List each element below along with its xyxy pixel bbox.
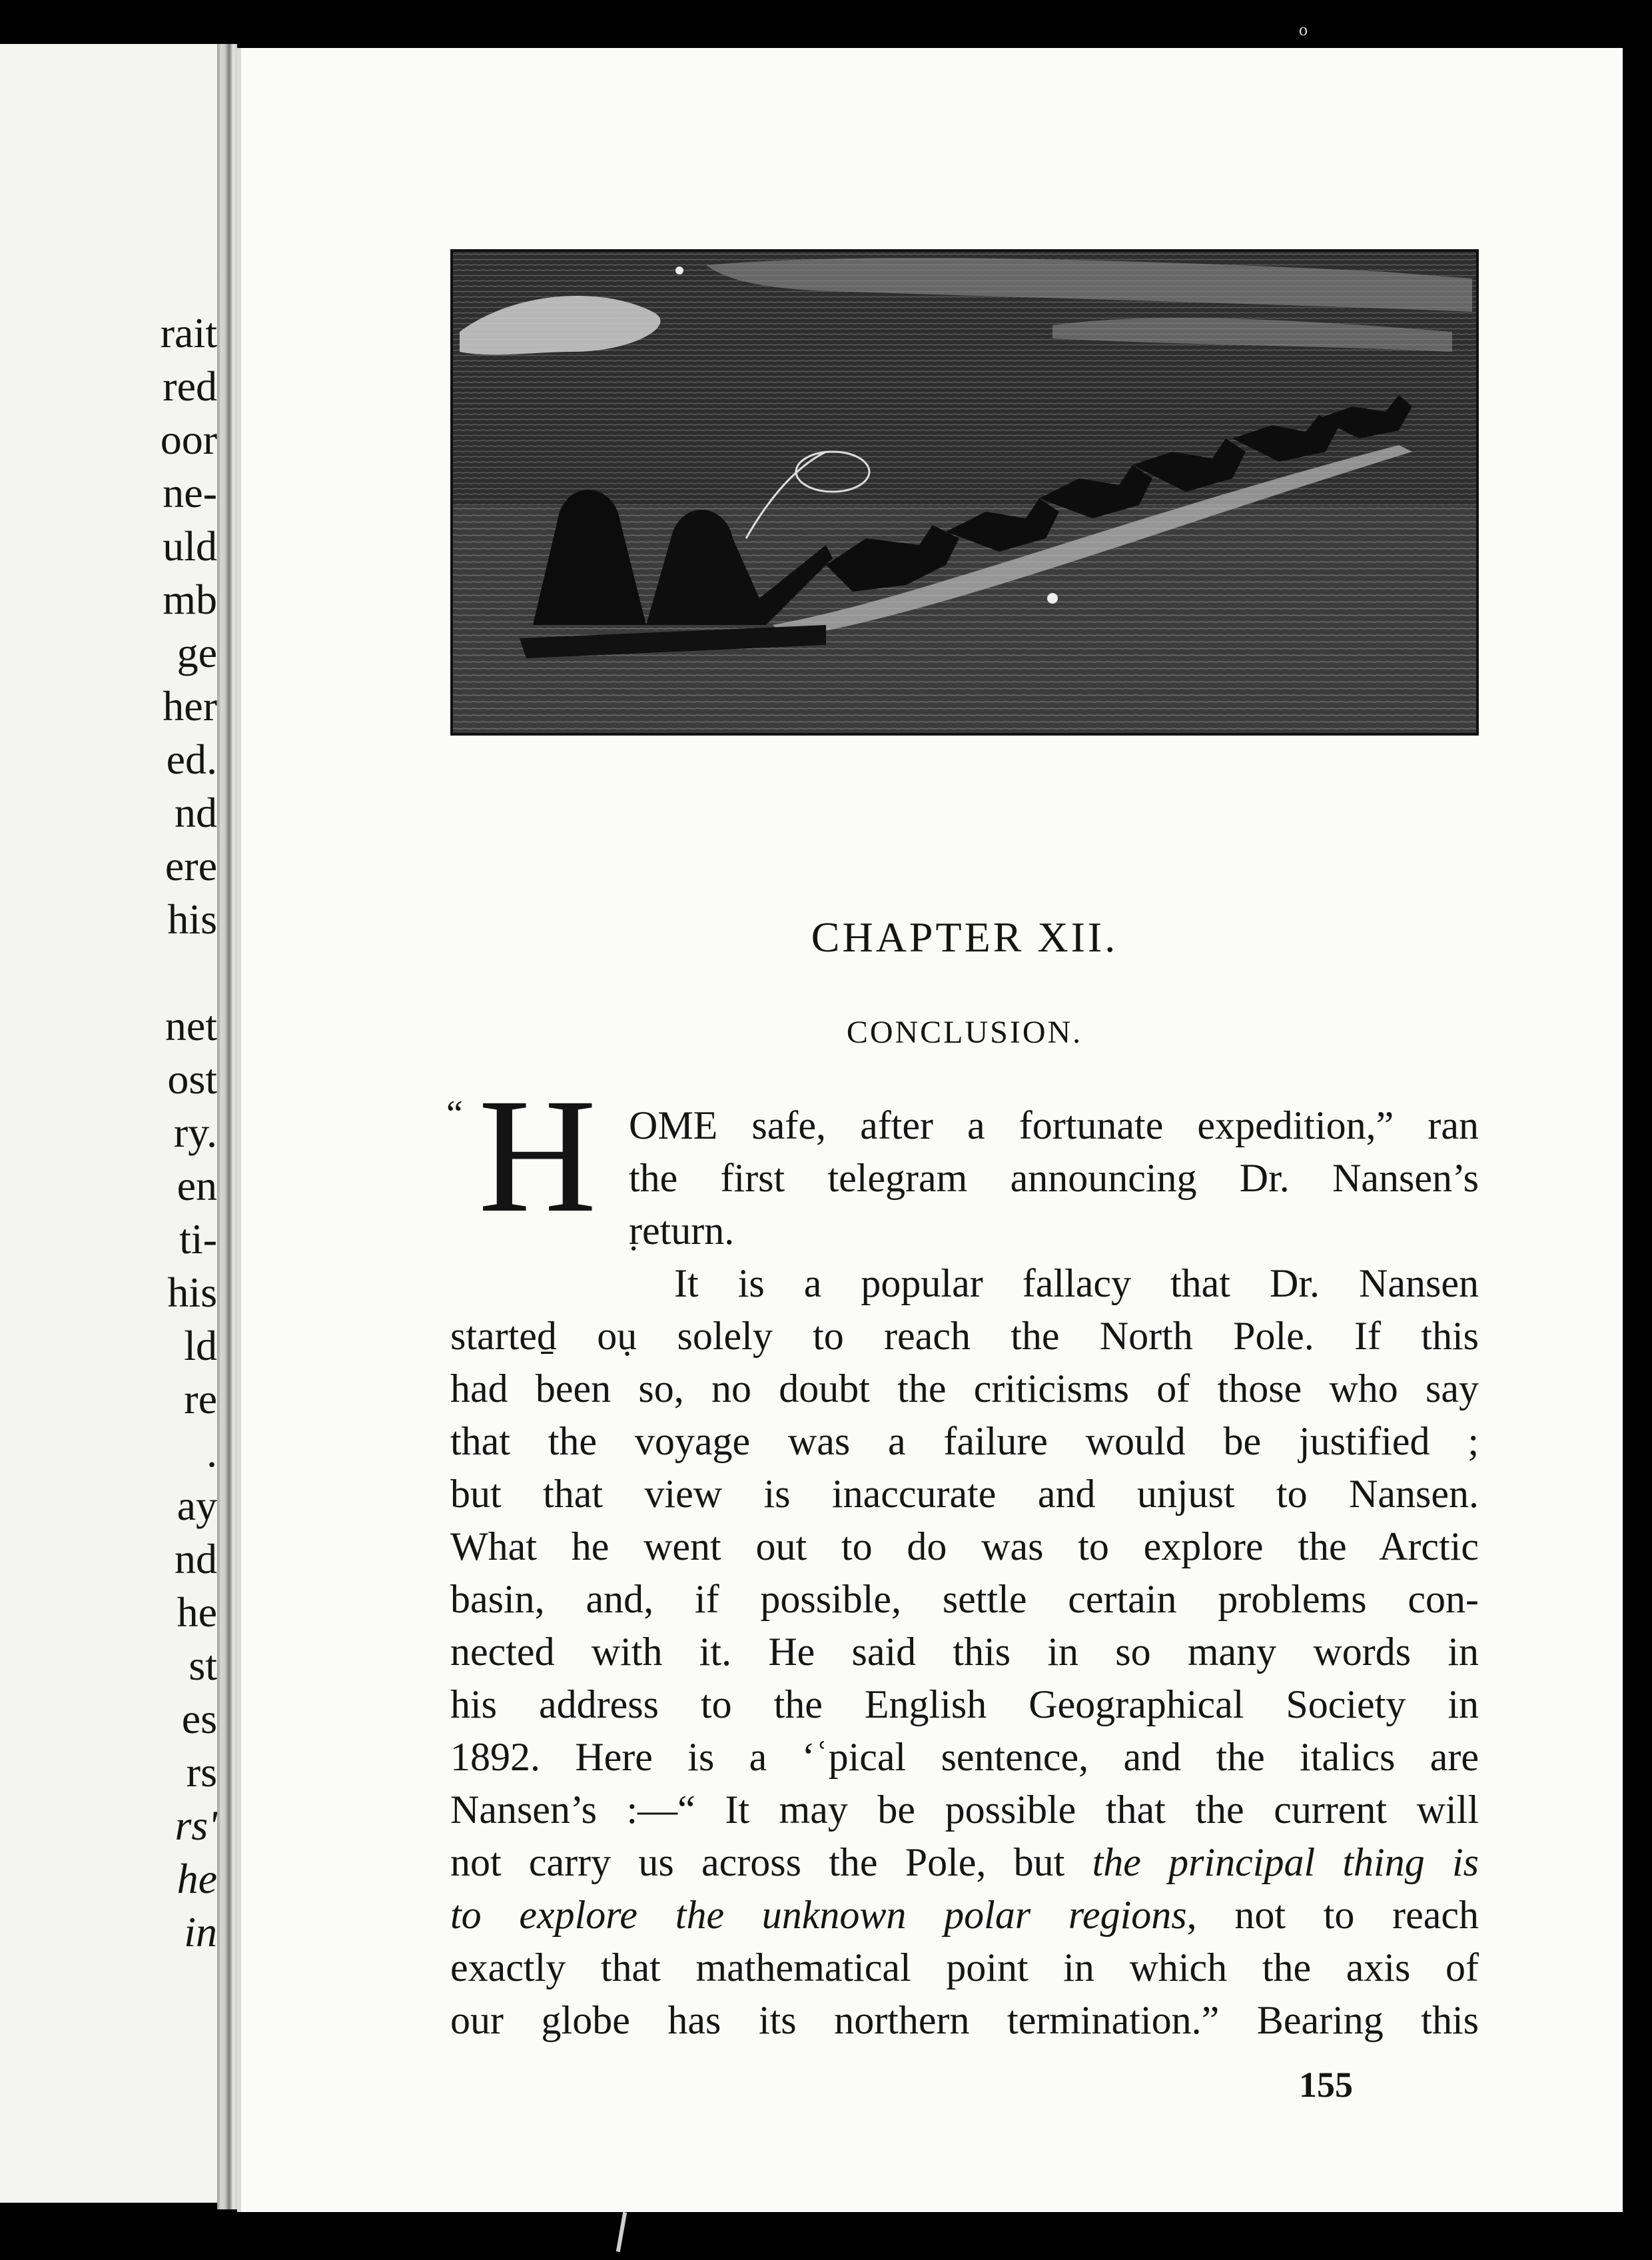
previous-page-line-fragment: re — [184, 1375, 217, 1422]
top-scan-mark: o — [1299, 20, 1308, 39]
body-line — [450, 1836, 1479, 1888]
italic-text-run: to explore the unknown polar regions — [450, 1893, 1187, 1937]
previous-page-line-fragment: oor — [160, 416, 217, 463]
previous-page-line-fragment: ost — [167, 1055, 217, 1103]
previous-page-line-fragment: nd — [175, 789, 217, 836]
body-line: our globe has its northern termination.” Bearing this — [450, 1998, 1479, 2042]
opening-quote-mark: “ — [446, 1093, 463, 1135]
page-number: 155 — [1299, 2065, 1353, 2105]
ice-glint — [1047, 593, 1058, 604]
body-line: had been so, no doubt the criticisms of those who say — [450, 1367, 1479, 1411]
previous-page-line-fragment: nd — [175, 1535, 217, 1582]
body-line: ṛeturn. — [629, 1209, 735, 1253]
italic-text-run: the principal thing is — [1092, 1840, 1479, 1884]
body-line: What he went out to do was to explore the Arctic — [450, 1524, 1479, 1568]
body-line: exactly that mathematical point in which the axis of — [450, 1946, 1479, 1989]
body-line: but that view is inaccurate and unjust to Nansen. — [450, 1472, 1479, 1516]
previous-page-line-fragment: rs' — [175, 1802, 217, 1849]
chapter-heading: CHAPTER XII. — [811, 913, 1118, 961]
body-line: starteḏ oụ solely to reach the North Pole. If this — [450, 1314, 1479, 1358]
previous-page-line-fragment: her — [163, 682, 217, 730]
previous-page-line-fragment: he — [177, 1588, 217, 1636]
previous-page-line-fragment: ere — [165, 842, 217, 889]
previous-page-line-fragment: st — [189, 1642, 217, 1689]
previous-page-line-fragment: rait — [160, 309, 217, 356]
body-line: basin, and, if possible, settle certain problems con- — [450, 1577, 1479, 1621]
dog-sled-engraving — [453, 252, 1476, 733]
chapter-subtitle: CONCLUSION. — [846, 1015, 1083, 1050]
body-text-run: not carry us across the Pole, but — [450, 1840, 1092, 1884]
previous-page-line-fragment: . — [206, 1428, 217, 1476]
book-gutter — [217, 44, 237, 2209]
previous-page-line-fragment: ld — [184, 1322, 217, 1369]
previous-page-line-fragment: net — [165, 1002, 217, 1049]
body-line: that the voyage was a failure would be justified ; — [450, 1419, 1479, 1463]
body-line: his address to the English Geographical Society in — [450, 1682, 1479, 1726]
scan-edge-right — [1623, 48, 1652, 2212]
body-line: Nansen’s :—“ It may be possible that the current will — [450, 1788, 1479, 1832]
previous-page-line-fragment: ti- — [179, 1215, 217, 1263]
body-line: the first telegram announcing Dr. Nansen’s — [629, 1156, 1479, 1200]
body-line: nected with it. He said this in so many words in — [450, 1630, 1479, 1674]
previous-page-line-fragment: he — [177, 1855, 217, 1902]
star — [675, 267, 683, 275]
previous-page-line-fragment: es — [181, 1695, 217, 1742]
previous-page-line-fragment: his — [167, 895, 217, 943]
previous-page-line-fragment: mb — [163, 576, 217, 623]
previous-page-line-fragment: ay — [177, 1482, 217, 1529]
previous-page-line-fragment: uld — [163, 522, 217, 570]
previous-page-line-fragment: ge — [177, 629, 217, 676]
previous-page-line-fragment: ne- — [163, 469, 217, 516]
previous-page-line-fragment: in — [184, 1908, 217, 1956]
previous-page-line-fragment: rs — [186, 1748, 217, 1796]
chapter-illustration — [450, 249, 1479, 736]
body-line — [450, 1889, 1479, 1941]
previous-page-line-fragment: ry. — [173, 1109, 217, 1156]
body-line: It is a popular fallacy that Dr. Nansen — [674, 1261, 1479, 1305]
drop-cap: H — [478, 1065, 597, 1247]
body-line: 1892. Here is a ‘ʿpical sentence, and the italics are — [450, 1735, 1479, 1779]
previous-page-line-fragment: ed. — [166, 736, 217, 783]
previous-page-line-fragment: en — [177, 1162, 217, 1209]
body-text-run: , not to reach — [1186, 1893, 1479, 1937]
scan-artifact — [616, 2212, 627, 2252]
previous-page-line-fragment: his — [167, 1269, 217, 1316]
body-line: OME safe, after a fortunate expedition,” ran — [629, 1103, 1479, 1147]
previous-page-line-fragment: red — [163, 362, 217, 410]
